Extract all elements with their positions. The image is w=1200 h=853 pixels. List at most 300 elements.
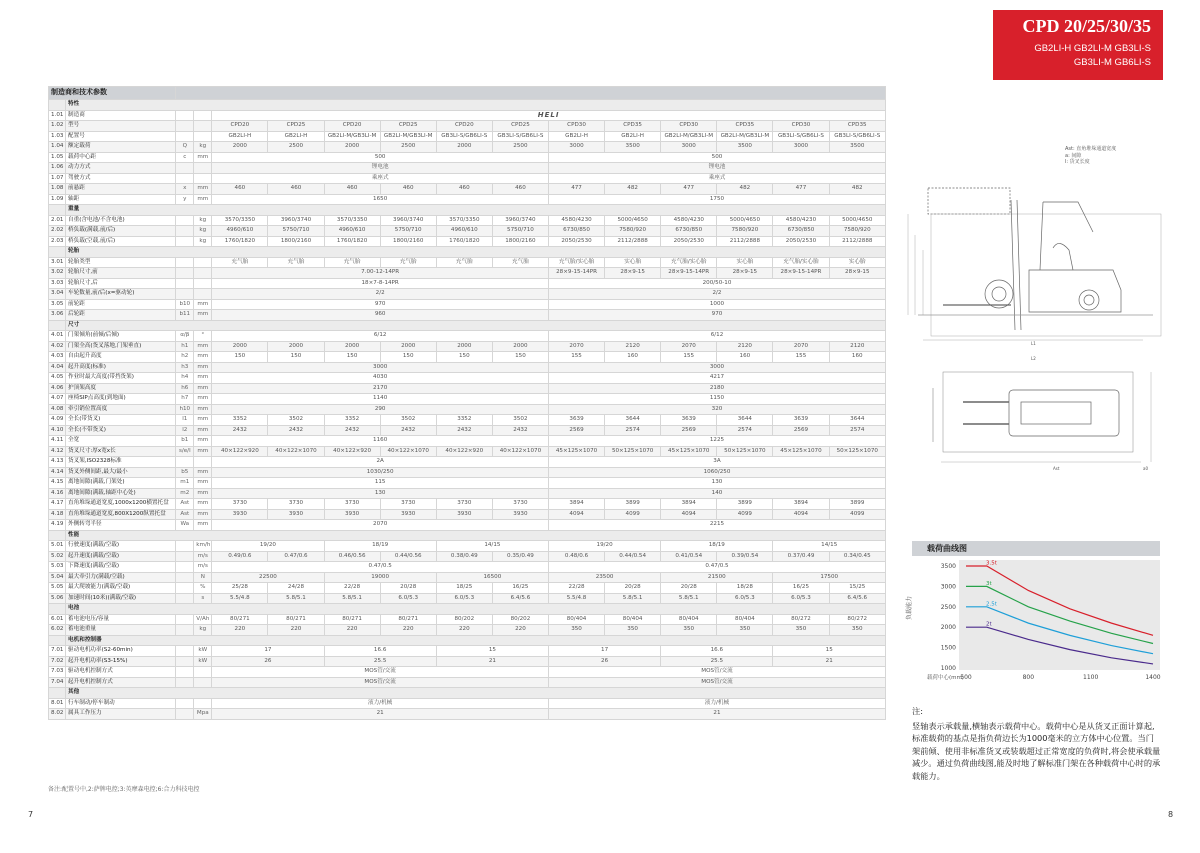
value-cell: 460 — [268, 184, 324, 195]
value-cell: 4960/610 — [212, 226, 268, 237]
spec-table-title: 制造商和技术参数 — [49, 87, 176, 100]
value-cell: 130 — [212, 488, 549, 499]
value-cell: 17 — [212, 646, 324, 657]
value-cell: 220 — [268, 625, 324, 636]
spec-row — [49, 236, 886, 247]
row-unit: km/h — [194, 541, 212, 552]
value-cell: 1000 — [548, 299, 885, 310]
value-cell: 2120 — [717, 341, 773, 352]
value-cell: 460 — [492, 184, 548, 195]
value-cell: 150 — [436, 352, 492, 363]
row-number: 4.05 — [49, 373, 66, 384]
value-cell: 16/25 — [773, 583, 829, 594]
y-tick-label: 2000 — [940, 624, 956, 632]
value-cell: 28×9-15 — [717, 268, 773, 279]
row-unit: mm — [194, 425, 212, 436]
row-label: 桥负载(满载,前/后) — [66, 226, 176, 237]
row-number: 7.02 — [49, 656, 66, 667]
row-number: 2.01 — [49, 215, 66, 226]
row-number: 4.10 — [49, 425, 66, 436]
row-label: 驾驶方式 — [66, 173, 176, 184]
row-unit — [194, 667, 212, 678]
row-number: 6.02 — [49, 625, 66, 636]
value-cell: 220 — [492, 625, 548, 636]
value-cell: 2000 — [436, 142, 492, 153]
x-tick-label: 1100 — [1083, 674, 1099, 681]
value-cell: 155 — [661, 352, 717, 363]
row-number: 3.04 — [49, 289, 66, 300]
row-number: 4.07 — [49, 394, 66, 405]
value-cell: 5000/4650 — [717, 215, 773, 226]
spec-row — [49, 289, 886, 300]
row-unit — [194, 121, 212, 132]
value-cell: 4094 — [773, 509, 829, 520]
value-cell: 18×7-8-14PR — [212, 278, 549, 289]
row-label: 型号 — [66, 121, 176, 132]
section-row — [49, 688, 886, 699]
value-cell: 7.00-12-14PR — [212, 268, 549, 279]
row-symbol: h3 — [176, 362, 194, 373]
value-cell: 21500 — [661, 572, 773, 583]
row-unit: ° — [194, 331, 212, 342]
value-cell: 3930 — [380, 509, 436, 520]
row-number: 6.01 — [49, 614, 66, 625]
value-cell: 3730 — [492, 499, 548, 510]
value-cell: 液力/机械 — [212, 698, 549, 709]
value-cell: 6.4/5.6 — [829, 593, 885, 604]
row-symbol — [176, 163, 194, 174]
value-cell: 锂电池 — [548, 163, 885, 174]
value-cell: 80/404 — [605, 614, 661, 625]
row-label: 轮胎尺寸,后 — [66, 278, 176, 289]
spec-row — [49, 404, 886, 415]
value-cell: 17500 — [773, 572, 886, 583]
row-number: 4.19 — [49, 520, 66, 531]
chart-header: 载荷曲线图 — [912, 541, 1160, 556]
value-cell: 960 — [212, 310, 549, 321]
spec-row — [49, 457, 886, 468]
row-unit: kg — [194, 226, 212, 237]
row-number: 8.02 — [49, 709, 66, 720]
value-cell: 80/404 — [661, 614, 717, 625]
page-number-right: 8 — [1168, 810, 1174, 819]
row-number: 4.12 — [49, 446, 66, 457]
value-cell: 350 — [661, 625, 717, 636]
value-cell: 80/271 — [268, 614, 324, 625]
row-unit: mm — [194, 436, 212, 447]
row-label: 后轮距 — [66, 310, 176, 321]
spec-row — [49, 173, 886, 184]
value-cell: 460 — [436, 184, 492, 195]
row-symbol: h4 — [176, 373, 194, 384]
value-cell: 5.5/4.8 — [548, 593, 604, 604]
row-unit: mm — [194, 341, 212, 352]
value-cell: 5750/710 — [268, 226, 324, 237]
spec-row — [49, 436, 886, 447]
row-number: 4.04 — [49, 362, 66, 373]
row-symbol: h2 — [176, 352, 194, 363]
row-symbol — [176, 698, 194, 709]
value-cell: 2112/2888 — [605, 236, 661, 247]
value-cell: 160 — [717, 352, 773, 363]
row-symbol — [176, 173, 194, 184]
value-cell: 3639 — [548, 415, 604, 426]
value-cell: 140 — [548, 488, 885, 499]
value-cell: 0.46/0.56 — [324, 551, 380, 562]
value-cell: 115 — [212, 478, 549, 489]
value-cell: 3500 — [605, 142, 661, 153]
row-unit: kg — [194, 236, 212, 247]
row-label: 牵引销位置高度 — [66, 404, 176, 415]
value-cell: 2432 — [212, 425, 268, 436]
value-cell: 4099 — [605, 509, 661, 520]
value-cell: 50×125×1070 — [605, 446, 661, 457]
row-number: 4.06 — [49, 383, 66, 394]
value-cell: 5750/710 — [492, 226, 548, 237]
value-cell: 充气胎 — [380, 257, 436, 268]
value-cell: 0.44/0.54 — [605, 551, 661, 562]
row-unit: mm — [194, 184, 212, 195]
row-label: 货叉尺寸:厚x宽x长 — [66, 446, 176, 457]
value-cell: 18/28 — [717, 583, 773, 594]
value-cell: 4960/610 — [324, 226, 380, 237]
row-symbol — [176, 667, 194, 678]
section-row — [49, 320, 886, 331]
value-cell: 45×125×1070 — [773, 446, 829, 457]
value-cell: 40×122×1070 — [268, 446, 324, 457]
row-number: 5.05 — [49, 583, 66, 594]
value-cell: 充气胎 — [436, 257, 492, 268]
model-codes-line1: GB2LI-H GB2LI-M GB3LI-S — [1034, 43, 1151, 54]
value-cell: 25.5 — [324, 656, 436, 667]
value-cell: 3960/3740 — [268, 215, 324, 226]
value-cell: 1160 — [212, 436, 549, 447]
value-cell: 3A — [548, 457, 885, 468]
value-cell: 500 — [212, 152, 549, 163]
row-label: 离地间隙(满载,轴距中心处) — [66, 488, 176, 499]
value-cell: 0.44/0.56 — [380, 551, 436, 562]
row-number: 4.18 — [49, 509, 66, 520]
value-cell: 14/15 — [773, 541, 886, 552]
row-symbol: c — [176, 152, 194, 163]
value-cell: 17 — [548, 646, 660, 657]
row-number: 4.09 — [49, 415, 66, 426]
spec-row — [49, 184, 886, 195]
value-cell: 26 — [548, 656, 660, 667]
y-tick-label: 3000 — [940, 583, 956, 591]
value-cell: CPD20 — [436, 121, 492, 132]
row-unit: m/s — [194, 562, 212, 573]
row-label: 最大爬坡能力(满载/空载) — [66, 583, 176, 594]
value-cell: GB2LI-M/GB3LI-M — [380, 131, 436, 142]
value-cell: 40×122×920 — [324, 446, 380, 457]
value-cell: 1760/1820 — [324, 236, 380, 247]
row-number: 4.03 — [49, 352, 66, 363]
value-cell: 18/19 — [661, 541, 773, 552]
brand-logo: HELI — [212, 110, 886, 121]
row-unit: kg — [194, 215, 212, 226]
value-cell: 220 — [380, 625, 436, 636]
row-symbol — [176, 278, 194, 289]
value-cell: 3730 — [268, 499, 324, 510]
value-cell: 482 — [605, 184, 661, 195]
row-symbol: h6 — [176, 383, 194, 394]
value-cell: 2050/2530 — [548, 236, 604, 247]
value-cell: 20/28 — [380, 583, 436, 594]
value-cell: 6.4/5.6 — [492, 593, 548, 604]
row-unit: mm — [194, 194, 212, 205]
row-symbol: Wa — [176, 520, 194, 531]
value-cell: 80/272 — [773, 614, 829, 625]
value-cell: 3570/3350 — [324, 215, 380, 226]
row-number: 4.15 — [49, 478, 66, 489]
value-cell: CPD20 — [324, 121, 380, 132]
row-label: 行车制动/停车制动 — [66, 698, 176, 709]
value-cell: 477 — [548, 184, 604, 195]
spec-row — [49, 373, 886, 384]
row-label: 作业时最大高度(带挡货架) — [66, 373, 176, 384]
value-cell: 5.5/4.8 — [212, 593, 268, 604]
value-cell: 16.6 — [661, 646, 773, 657]
section-title: 电池 — [66, 604, 886, 615]
value-cell: 1150 — [548, 394, 885, 405]
value-cell: 3639 — [661, 415, 717, 426]
value-cell: 3644 — [829, 415, 885, 426]
remark-text: 竖轴表示承载量,横轴表示载荷中心。载荷中心是从货叉正面计算起,标准载荷的基点是指负荷边长为1000毫米的立方体中心位置。当门架前倾、使用非标准货叉或装载超过正常宽度的负荷时,将会使承载量减少。通过负荷曲线图,能及时地了解标准门架在各种载荷中心时的承载能力。 — [912, 720, 1161, 781]
value-cell: 2000 — [212, 341, 268, 352]
row-symbol: α/β — [176, 331, 194, 342]
value-cell: 24/28 — [268, 583, 324, 594]
value-cell: 乘座式 — [548, 173, 885, 184]
value-cell: 5000/4650 — [829, 215, 885, 226]
row-symbol: h10 — [176, 404, 194, 415]
spec-row — [49, 698, 886, 709]
value-cell: CPD30 — [548, 121, 604, 132]
value-cell: 18/25 — [436, 583, 492, 594]
value-cell: 15 — [436, 646, 548, 657]
chart-y-label: 负载能力 — [906, 595, 913, 620]
row-unit — [194, 163, 212, 174]
chart-plot-area — [959, 560, 1160, 670]
row-symbol: s/e/l — [176, 446, 194, 457]
value-cell: 2120 — [829, 341, 885, 352]
value-cell: 5.8/5.1 — [324, 593, 380, 604]
value-cell: 80/271 — [324, 614, 380, 625]
row-symbol — [176, 541, 194, 552]
y-tick-label: 1000 — [940, 665, 956, 672]
row-label: 桥负载(空载,前/后) — [66, 236, 176, 247]
value-cell: 3894 — [773, 499, 829, 510]
row-number: 1.05 — [49, 152, 66, 163]
row-label: 蓄电池重量 — [66, 625, 176, 636]
value-cell: 2000 — [492, 341, 548, 352]
value-cell: 40×122×920 — [436, 446, 492, 457]
row-number: 1.04 — [49, 142, 66, 153]
spec-row — [49, 446, 886, 457]
row-number: 3.05 — [49, 299, 66, 310]
row-label: 外侧转弯半径 — [66, 520, 176, 531]
value-cell: 6730/850 — [773, 226, 829, 237]
row-number: 5.03 — [49, 562, 66, 573]
value-cell: 5.8/5.1 — [268, 593, 324, 604]
spec-row — [49, 509, 886, 520]
spec-row — [49, 341, 886, 352]
row-label: 下降速度(满载/空载) — [66, 562, 176, 573]
value-cell: 0.37/0.49 — [773, 551, 829, 562]
value-cell: 2000 — [324, 341, 380, 352]
value-cell: MOS管/交流 — [212, 667, 549, 678]
row-label: 门架倾角(前倾/后倾) — [66, 331, 176, 342]
x-tick-label: 1400 — [1145, 674, 1161, 681]
row-symbol — [176, 226, 194, 237]
value-cell: 23500 — [548, 572, 660, 583]
x-tick-label: 800 — [1022, 674, 1035, 681]
value-cell: 45×125×1070 — [661, 446, 717, 457]
value-cell: 0.41/0.54 — [661, 551, 717, 562]
row-symbol: b11 — [176, 310, 194, 321]
value-cell: 2432 — [436, 425, 492, 436]
row-unit: mm — [194, 488, 212, 499]
row-label: 门架全高(货叉落地,门架垂直) — [66, 341, 176, 352]
value-cell: MOS管/交流 — [212, 677, 549, 688]
spec-row — [49, 467, 886, 478]
spec-table — [48, 86, 886, 720]
value-cell: CPD30 — [661, 121, 717, 132]
spec-row — [49, 142, 886, 153]
value-cell: 3730 — [436, 499, 492, 510]
row-symbol — [176, 131, 194, 142]
row-number: 4.08 — [49, 404, 66, 415]
value-cell: 0.34/0.45 — [829, 551, 885, 562]
value-cell: 0.49/0.6 — [212, 551, 268, 562]
value-cell: 160 — [829, 352, 885, 363]
value-cell: 2432 — [492, 425, 548, 436]
value-cell: 4580/4230 — [661, 215, 717, 226]
row-number: 1.09 — [49, 194, 66, 205]
value-cell: 1760/1820 — [212, 236, 268, 247]
spec-row — [49, 278, 886, 289]
value-cell: GB3LI-S/GB6LI-S — [492, 131, 548, 142]
row-symbol — [176, 257, 194, 268]
value-cell: 28×9-15-14PR — [773, 268, 829, 279]
value-cell: 2070 — [212, 520, 549, 531]
value-cell: 3894 — [661, 499, 717, 510]
value-cell: 4094 — [548, 509, 604, 520]
row-label: 前轮距 — [66, 299, 176, 310]
row-number: 4.02 — [49, 341, 66, 352]
value-cell: 350 — [773, 625, 829, 636]
row-label: 离地间隙(满载,门架处) — [66, 478, 176, 489]
row-symbol — [176, 457, 194, 468]
svg-text:L1: L1 — [1031, 341, 1036, 346]
section-title: 电机和控制器 — [66, 635, 886, 646]
value-cell: CPD25 — [492, 121, 548, 132]
row-unit: % — [194, 583, 212, 594]
value-cell: 350 — [717, 625, 773, 636]
spec-row — [49, 299, 886, 310]
value-cell: 500 — [548, 152, 885, 163]
row-symbol: b5 — [176, 467, 194, 478]
row-unit: s — [194, 593, 212, 604]
row-unit — [194, 257, 212, 268]
value-cell: 0.47/0.5 — [548, 562, 885, 573]
row-label: 额定载荷 — [66, 142, 176, 153]
row-number: 4.14 — [49, 467, 66, 478]
value-cell: 3000 — [773, 142, 829, 153]
value-cell: 2574 — [605, 425, 661, 436]
row-number: 2.02 — [49, 226, 66, 237]
value-cell: 2574 — [717, 425, 773, 436]
value-cell: 3960/3740 — [380, 215, 436, 226]
value-cell: 2070 — [548, 341, 604, 352]
value-cell: 3000 — [548, 142, 604, 153]
value-cell: GB2LI-H — [605, 131, 661, 142]
spec-row — [49, 383, 886, 394]
row-label: 轮胎类型 — [66, 257, 176, 268]
value-cell: 3502 — [268, 415, 324, 426]
value-cell: 2070 — [661, 341, 717, 352]
value-cell: 6.0/5.3 — [773, 593, 829, 604]
spec-row — [49, 572, 886, 583]
value-cell: 80/271 — [380, 614, 436, 625]
spec-row — [49, 593, 886, 604]
value-cell: 16500 — [436, 572, 548, 583]
row-symbol: Ast — [176, 509, 194, 520]
value-cell: 6.0/5.3 — [380, 593, 436, 604]
row-unit — [194, 278, 212, 289]
value-cell: MOS管/交流 — [548, 667, 885, 678]
value-cell: 充气胎/实心胎 — [773, 257, 829, 268]
section-title: 其他 — [66, 688, 886, 699]
value-cell: 16.6 — [324, 646, 436, 657]
drawing-legend-a: a: 间隙 — [1065, 152, 1082, 159]
row-unit — [194, 268, 212, 279]
section-row — [49, 100, 886, 111]
value-cell: 80/271 — [212, 614, 268, 625]
value-cell: 22/28 — [548, 583, 604, 594]
value-cell: 0.48/0.6 — [548, 551, 604, 562]
spec-row — [49, 520, 886, 531]
value-cell: 50×125×1070 — [829, 446, 885, 457]
y-tick-label: 3500 — [940, 563, 956, 570]
row-unit — [194, 173, 212, 184]
spec-row — [49, 614, 886, 625]
value-cell: 2500 — [492, 142, 548, 153]
value-cell: 1140 — [212, 394, 549, 405]
value-cell: 80/404 — [548, 614, 604, 625]
row-label: 前悬距 — [66, 184, 176, 195]
row-symbol: h1 — [176, 341, 194, 352]
value-cell: GB3LI-S/GB6LI-S — [773, 131, 829, 142]
y-tick-label: 1500 — [940, 644, 956, 652]
value-cell: 0.39/0.54 — [717, 551, 773, 562]
value-cell: 实心胎 — [717, 257, 773, 268]
row-label: 货叉架,ISO2328标准 — [66, 457, 176, 468]
section-title: 轮胎 — [66, 247, 886, 258]
row-symbol: x — [176, 184, 194, 195]
chart-x-label: 载荷中心(mm) — [927, 675, 965, 681]
value-cell: 2170 — [212, 383, 549, 394]
value-cell: 460 — [380, 184, 436, 195]
section-row — [49, 247, 886, 258]
row-unit: mm — [194, 499, 212, 510]
row-label: 直角堆垛通道宽度,800X1200纵置托盘 — [66, 509, 176, 520]
row-number: 3.02 — [49, 268, 66, 279]
value-cell: 3502 — [380, 415, 436, 426]
row-symbol — [176, 625, 194, 636]
value-cell: 1760/1820 — [436, 236, 492, 247]
row-symbol: l2 — [176, 425, 194, 436]
